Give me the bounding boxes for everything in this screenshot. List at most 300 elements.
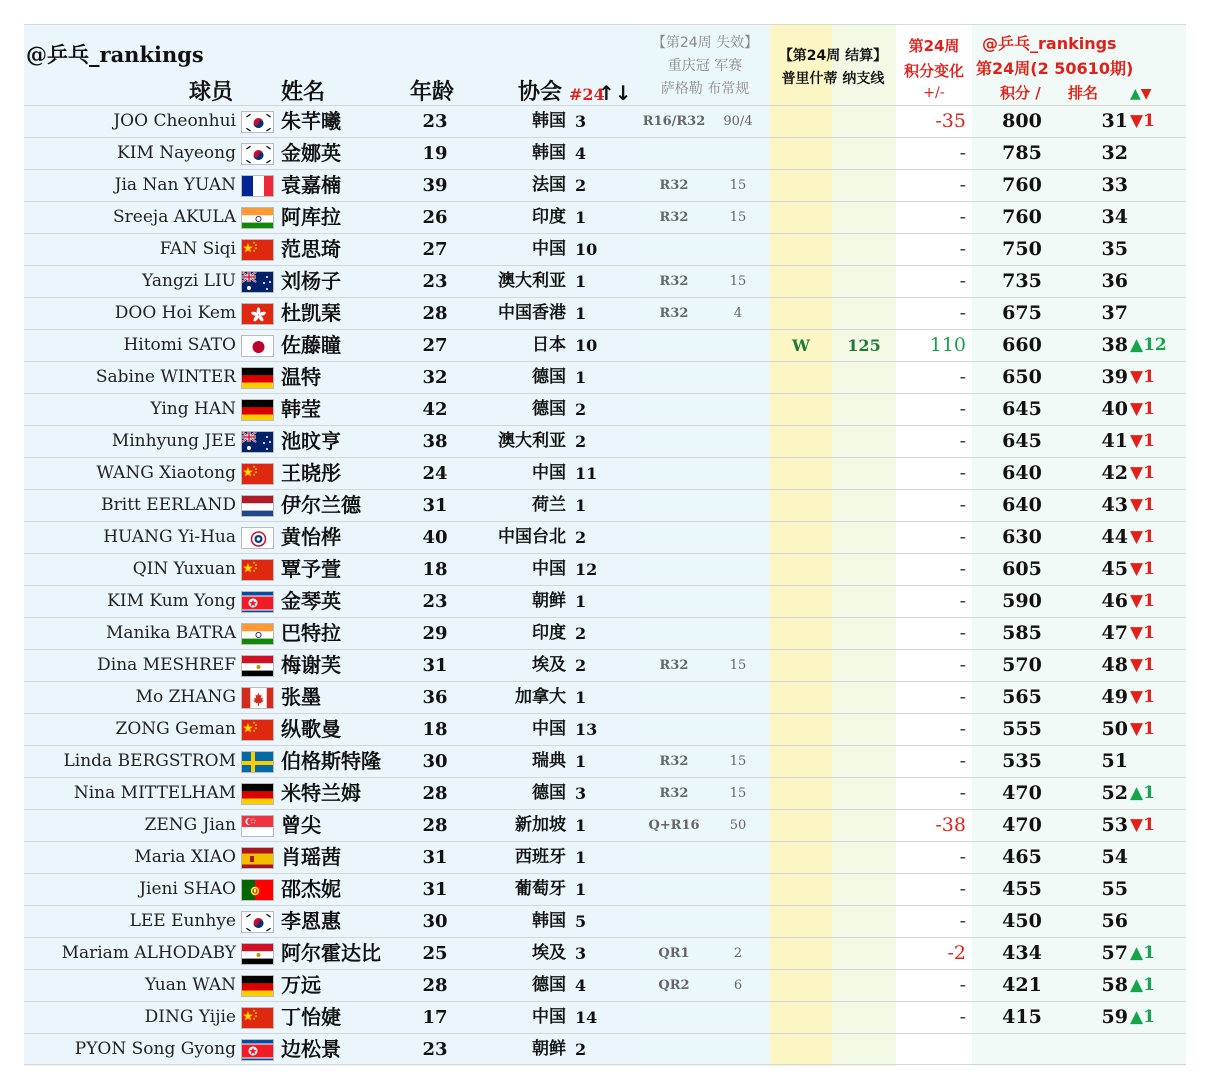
rank-movement: ▼1 — [1130, 655, 1155, 675]
expired-points — [714, 1034, 762, 1065]
expired-round — [640, 458, 708, 489]
player-association: 埃及 — [532, 943, 566, 963]
settled-points — [832, 170, 896, 201]
player-age: 28 — [422, 783, 448, 804]
player-chinese-name: 覃予萱 — [281, 557, 341, 581]
player-age: 36 — [422, 687, 448, 708]
header-rank: 排名 — [1068, 84, 1099, 102]
settled-result — [770, 618, 832, 649]
rank-movement — [1130, 1034, 1186, 1065]
expired-points: 50 — [729, 818, 747, 833]
association-player-count: 4 — [575, 976, 587, 995]
rank-movement: ▼1 — [1130, 527, 1155, 547]
rank-number: 42 — [1101, 462, 1128, 484]
eg-flag-icon — [241, 655, 274, 677]
total-points: 660 — [1002, 334, 1042, 356]
expired-points: 15 — [729, 178, 747, 193]
expired-points: 6 — [733, 978, 743, 993]
player-association: 韩国 — [532, 111, 566, 131]
de-flag-icon — [241, 367, 274, 389]
player-chinese-name: 丁怡婕 — [281, 1005, 341, 1029]
header-ranking-handle: @乒乓_rankings — [982, 34, 1117, 53]
settled-result — [770, 842, 832, 873]
player-chinese-name: 刘杨子 — [281, 269, 341, 293]
total-points: 760 — [1002, 206, 1042, 228]
player-chinese-name: 金琴英 — [281, 589, 341, 613]
association-player-count: 1 — [575, 816, 587, 835]
player-association: 朝鲜 — [532, 591, 566, 611]
player-english-name: JOO Cheonhui — [113, 111, 236, 131]
settled-result — [770, 298, 832, 329]
points-change: - — [959, 430, 966, 452]
table-row — [24, 969, 1186, 1001]
player-age: 40 — [422, 527, 448, 548]
association-player-count: 3 — [575, 944, 587, 963]
table-row — [24, 777, 1186, 809]
table-row — [24, 169, 1186, 201]
total-points: 455 — [1002, 878, 1042, 900]
table-row — [24, 1033, 1186, 1065]
total-points: 570 — [1002, 654, 1042, 676]
player-age: 39 — [422, 175, 448, 196]
player-english-name: PYON Song Gyong — [74, 1039, 236, 1059]
expired-points — [714, 138, 762, 169]
association-player-count: 3 — [575, 112, 587, 131]
association-player-count: 10 — [575, 336, 598, 355]
author-handle: @乒乓_rankings — [26, 42, 204, 67]
association-player-count: 1 — [575, 208, 587, 227]
sort-arrows-icon[interactable]: ↑↓ — [598, 81, 632, 105]
association-player-count: 1 — [575, 592, 587, 611]
settled-result — [770, 362, 832, 393]
player-english-name: FAN Siqi — [159, 239, 236, 259]
player-english-name: HUANG Yi-Hua — [103, 527, 236, 547]
kp-flag-icon — [241, 591, 274, 613]
player-chinese-name: 纵歌曼 — [281, 717, 341, 741]
table-row — [24, 809, 1186, 841]
points-change: - — [959, 1006, 966, 1028]
total-points: 760 — [1002, 174, 1042, 196]
settled-points — [832, 298, 896, 329]
kp-flag-icon — [241, 1039, 274, 1061]
total-points: 645 — [1002, 398, 1042, 420]
points-change: - — [959, 846, 966, 868]
player-age: 31 — [422, 879, 448, 900]
header-expired-event-2: 萨格勒 布常规 — [660, 81, 750, 97]
total-points: 630 — [1002, 526, 1042, 548]
association-player-count: 2 — [575, 176, 587, 195]
rank-number: 37 — [1101, 302, 1128, 324]
expired-points: 15 — [729, 274, 747, 289]
expired-round — [640, 1002, 708, 1033]
points-change: - — [959, 174, 966, 196]
player-english-name: KIM Nayeong — [117, 143, 236, 163]
settled-result — [770, 906, 832, 937]
points-change: - — [959, 782, 966, 804]
rank-number: 54 — [1101, 846, 1128, 868]
expired-round — [640, 586, 708, 617]
player-age: 42 — [422, 399, 448, 420]
rank-movement: ▼1 — [1130, 687, 1155, 707]
association-player-count: 2 — [575, 400, 587, 419]
settled-result — [770, 746, 832, 777]
table-row — [24, 297, 1186, 329]
rank-movement: ▼1 — [1130, 111, 1155, 131]
expired-points: 4 — [733, 306, 743, 321]
settled-result — [770, 1002, 832, 1033]
player-chinese-name: 金娜英 — [281, 141, 341, 165]
rank-movement: ▼1 — [1130, 463, 1155, 483]
settled-points — [832, 426, 896, 457]
sg-flag-icon — [241, 815, 274, 837]
player-association: 荷兰 — [532, 495, 566, 515]
rank-number: 51 — [1101, 750, 1128, 772]
player-age: 31 — [422, 495, 448, 516]
rank-number: 35 — [1101, 238, 1128, 260]
player-age: 30 — [422, 911, 448, 932]
player-association: 德国 — [532, 399, 566, 419]
settled-points — [832, 586, 896, 617]
settled-result — [770, 778, 832, 809]
expired-round — [640, 138, 708, 169]
player-age: 38 — [422, 431, 448, 452]
rank-number: 55 — [1101, 878, 1128, 900]
cn-flag-icon — [241, 559, 274, 581]
rank-movement: ▲1 — [1130, 1007, 1155, 1027]
de-flag-icon — [241, 399, 274, 421]
expired-points: 90/4 — [723, 114, 753, 129]
points-change: -2 — [947, 942, 966, 964]
total-points: 465 — [1002, 846, 1042, 868]
player-chinese-name: 范思琦 — [281, 237, 341, 261]
expired-points — [714, 554, 762, 585]
player-chinese-name: 巴特拉 — [281, 621, 341, 645]
points-change: -38 — [935, 814, 966, 836]
tpe-flag-icon — [241, 527, 274, 549]
expired-points: 15 — [729, 658, 747, 673]
expired-points — [714, 874, 762, 905]
settled-points — [832, 490, 896, 521]
rank-movement — [1130, 266, 1186, 297]
player-english-name: Ying HAN — [150, 399, 236, 419]
association-player-count: 2 — [575, 528, 587, 547]
cn-flag-icon — [241, 463, 274, 485]
player-association: 加拿大 — [515, 687, 566, 707]
player-english-name: WANG Xiaotong — [96, 463, 236, 483]
points-change: - — [959, 878, 966, 900]
expired-points — [714, 1002, 762, 1033]
rank-number: 40 — [1101, 398, 1128, 420]
player-english-name: Hitomi SATO — [123, 335, 236, 355]
table-row — [24, 681, 1186, 713]
player-english-name: ZONG Geman — [115, 719, 236, 739]
fr-flag-icon — [241, 175, 274, 197]
ranking-table — [24, 24, 1186, 1065]
rank-movement: ▼1 — [1130, 559, 1155, 579]
points-change: - — [959, 398, 966, 420]
player-chinese-name: 温特 — [281, 365, 321, 389]
header-age: 年龄 — [410, 80, 455, 105]
expired-points — [714, 458, 762, 489]
expired-round — [640, 394, 708, 425]
player-association: 澳大利亚 — [498, 271, 566, 291]
settled-result — [770, 426, 832, 457]
expired-round: QR1 — [658, 946, 690, 961]
table-row — [24, 393, 1186, 425]
settled-points — [832, 1002, 896, 1033]
table-row — [24, 265, 1186, 297]
player-association: 中国 — [532, 239, 566, 259]
rank-number: 46 — [1101, 590, 1128, 612]
player-chinese-name: 伊尔兰德 — [281, 493, 361, 517]
player-age: 23 — [422, 111, 448, 132]
points-change: - — [959, 654, 966, 676]
header-change-sign: +/- — [923, 85, 945, 101]
table-row — [24, 329, 1186, 361]
player-age: 19 — [422, 143, 448, 164]
total-points: 750 — [1002, 238, 1042, 260]
player-chinese-name: 佐藤瞳 — [281, 333, 341, 357]
expired-round: R32 — [659, 178, 689, 193]
expired-points — [714, 490, 762, 521]
association-player-count: 1 — [575, 880, 587, 899]
header-change-week: 第24周 — [908, 37, 960, 55]
rank-movement — [1130, 234, 1186, 265]
rank-number: 58 — [1101, 974, 1128, 996]
points-change: - — [959, 238, 966, 260]
player-english-name: DING Yijie — [144, 1007, 236, 1027]
table-row — [24, 233, 1186, 265]
player-age: 23 — [422, 271, 448, 292]
rank-movement: ▼1 — [1130, 431, 1155, 451]
player-english-name: Mo ZHANG — [135, 687, 236, 707]
table-row — [24, 457, 1186, 489]
association-player-count: 2 — [575, 624, 587, 643]
move-up-icon: ▲ — [1130, 86, 1141, 102]
rank-movement — [1130, 842, 1186, 873]
player-english-name: Sreeja AKULA — [113, 207, 236, 227]
player-age: 26 — [422, 207, 448, 228]
settled-points — [832, 138, 896, 169]
player-age: 27 — [422, 335, 448, 356]
rank-number: 45 — [1101, 558, 1128, 580]
rank-movement — [1130, 874, 1186, 905]
expired-points: 15 — [729, 786, 747, 801]
total-points: 535 — [1002, 750, 1042, 772]
player-age: 24 — [422, 463, 448, 484]
player-association: 澳大利亚 — [498, 431, 566, 451]
expired-points — [714, 618, 762, 649]
rank-number: 32 — [1101, 142, 1128, 164]
player-association: 中国 — [532, 1007, 566, 1027]
expired-points — [714, 362, 762, 393]
header-expired-event-1: 重庆冠 军赛 — [667, 58, 743, 74]
player-english-name: QIN Yuxuan — [132, 559, 236, 579]
settled-result — [770, 170, 832, 201]
player-association: 中国香港 — [498, 303, 566, 323]
expired-round: R32 — [659, 306, 689, 321]
player-age: 32 — [422, 367, 448, 388]
settled-result — [770, 202, 832, 233]
expired-round: R32 — [659, 786, 689, 801]
expired-round: R32 — [659, 658, 689, 673]
association-player-count: 1 — [575, 304, 587, 323]
settled-result — [770, 586, 832, 617]
total-points: 470 — [1002, 782, 1042, 804]
header-change-title: 积分变化 — [903, 62, 964, 80]
expired-points — [714, 714, 762, 745]
player-association: 法国 — [532, 175, 566, 195]
player-age: 25 — [422, 943, 448, 964]
de-flag-icon — [241, 975, 274, 997]
total-points: 800 — [1002, 110, 1042, 132]
player-age: 18 — [422, 559, 448, 580]
settled-result — [770, 970, 832, 1001]
table-row — [24, 1001, 1186, 1033]
settled-result — [770, 714, 832, 745]
rank-number: 48 — [1101, 654, 1128, 676]
expired-round: Q+R16 — [648, 818, 700, 833]
rank-movement: ▲1 — [1130, 783, 1155, 803]
player-english-name: Yangzi LIU — [142, 271, 236, 291]
table-row — [24, 937, 1186, 969]
kr-flag-icon — [241, 143, 274, 165]
points-change: - — [959, 206, 966, 228]
expired-points — [714, 906, 762, 937]
player-chinese-name: 池旼亨 — [281, 429, 341, 453]
header-week-number: #24 — [569, 85, 605, 104]
player-chinese-name: 伯格斯特隆 — [281, 749, 381, 773]
player-english-name: KIM Kum Yong — [107, 591, 236, 611]
settled-points — [832, 618, 896, 649]
player-age: 27 — [422, 239, 448, 260]
player-chinese-name: 邵杰妮 — [281, 877, 341, 901]
association-player-count: 14 — [575, 1008, 598, 1027]
expired-round — [640, 330, 708, 361]
expired-points: 15 — [729, 210, 747, 225]
points-change: - — [959, 974, 966, 996]
de-flag-icon — [241, 783, 274, 805]
player-english-name: ZENG Jian — [144, 815, 236, 835]
player-chinese-name: 袁嘉楠 — [281, 173, 341, 197]
points-change: - — [959, 462, 966, 484]
header-player: 球员 — [189, 80, 234, 105]
settled-points — [832, 234, 896, 265]
table-row — [24, 745, 1186, 777]
player-association: 埃及 — [532, 655, 566, 675]
player-association: 中国 — [532, 719, 566, 739]
cn-flag-icon — [241, 1007, 274, 1029]
player-english-name: Maria XIAO — [134, 847, 236, 867]
expired-round: R32 — [659, 754, 689, 769]
player-association: 印度 — [532, 623, 566, 643]
settled-points — [832, 522, 896, 553]
player-association: 韩国 — [532, 911, 566, 931]
expired-points: 2 — [733, 946, 743, 961]
settled-points — [832, 810, 896, 841]
points-change: - — [959, 558, 966, 580]
rank-number: 36 — [1101, 270, 1128, 292]
points-change: - — [959, 270, 966, 292]
table-row — [24, 905, 1186, 937]
table-row — [24, 585, 1186, 617]
header-name: 姓名 — [281, 80, 326, 105]
total-points: 565 — [1002, 686, 1042, 708]
player-chinese-name: 梅谢芙 — [281, 653, 341, 677]
expired-points — [714, 682, 762, 713]
settled-result — [770, 938, 832, 969]
settled-points — [832, 266, 896, 297]
expired-round — [640, 682, 708, 713]
expired-round — [640, 1034, 708, 1065]
settled-result — [770, 554, 832, 585]
settled-result — [770, 522, 832, 553]
player-english-name: Mariam ALHODABY — [61, 943, 236, 963]
player-chinese-name: 曾尖 — [281, 813, 321, 837]
settled-result — [770, 458, 832, 489]
rank-movement: ▲1 — [1130, 943, 1155, 963]
rank-movement — [1130, 906, 1186, 937]
points-change: - — [959, 686, 966, 708]
association-player-count: 10 — [575, 240, 598, 259]
player-chinese-name: 阿库拉 — [281, 205, 341, 229]
settled-result — [770, 1034, 832, 1065]
expired-points — [714, 426, 762, 457]
settled-result — [770, 874, 832, 905]
rank-movement: ▲1 — [1130, 975, 1155, 995]
rank-movement: ▼1 — [1130, 367, 1155, 387]
rank-number: 57 — [1101, 942, 1128, 964]
header-movement — [1130, 86, 1152, 102]
player-age: 30 — [422, 751, 448, 772]
total-points: 640 — [1002, 494, 1042, 516]
player-association: 印度 — [532, 207, 566, 227]
cn-flag-icon — [241, 239, 274, 261]
player-association: 德国 — [532, 975, 566, 995]
table-row — [24, 713, 1186, 745]
association-player-count: 1 — [575, 272, 587, 291]
expired-points — [714, 586, 762, 617]
table-row — [24, 425, 1186, 457]
expired-round — [640, 234, 708, 265]
association-player-count: 1 — [575, 752, 587, 771]
rank-number: 43 — [1101, 494, 1128, 516]
header-points: 积分 / — [1000, 84, 1041, 102]
settled-points — [832, 682, 896, 713]
player-english-name: Dina MESHREF — [97, 655, 236, 675]
settled-points — [832, 970, 896, 1001]
rank-number: 33 — [1101, 174, 1128, 196]
es-flag-icon — [241, 847, 274, 869]
expired-round — [640, 618, 708, 649]
eg-flag-icon — [241, 943, 274, 965]
header-settled-event: 普里什蒂 纳支线 — [781, 71, 885, 87]
rank-number: 39 — [1101, 366, 1128, 388]
expired-round — [640, 362, 708, 393]
rank-number: 59 — [1101, 1006, 1128, 1028]
hk-flag-icon — [241, 303, 274, 325]
points-change: - — [959, 494, 966, 516]
player-age: 28 — [422, 815, 448, 836]
points-change: - — [959, 750, 966, 772]
table-row — [24, 137, 1186, 169]
player-chinese-name: 万远 — [281, 973, 321, 997]
player-age: 31 — [422, 655, 448, 676]
settled-result: W — [792, 336, 810, 355]
points-change: -35 — [935, 110, 966, 132]
association-player-count: 4 — [575, 144, 587, 163]
total-points: 605 — [1002, 558, 1042, 580]
